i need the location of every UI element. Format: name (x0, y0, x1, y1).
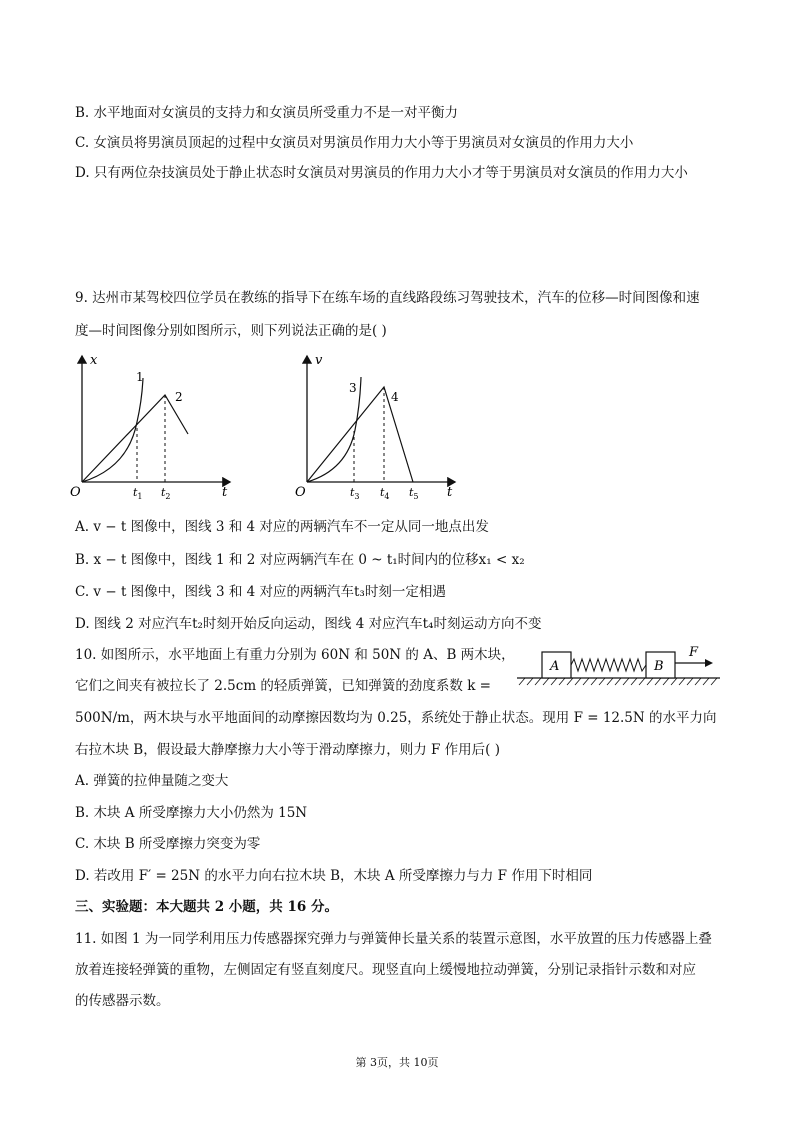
xt-y-label: x (90, 353, 98, 368)
q9-vt-graph (295, 350, 470, 505)
q10-line4: 右拉木块 B，假设最大静摩擦力大小等于滑动摩擦力，则力 F 作用后( ) (75, 742, 500, 758)
xt-curve-1 (82, 378, 143, 482)
q10-spring-figure (515, 643, 725, 691)
xt-tick-t2: $t_2$ (161, 486, 171, 501)
q10-option-a: A. 弹簧的拉伸量随之变大 (75, 773, 229, 789)
vt-tick-t4: $t_4$ (380, 486, 390, 501)
block-a-label: A (550, 659, 560, 674)
q11-line1: 11. 如图 1 为一同学利用压力传感器探究弹力与弹簧伸长量关系的装置示意图，水平放置的压力传感器上叠 (75, 931, 712, 947)
page-footer: 第 3页，共 10页 (355, 1056, 439, 1069)
q10-option-d: D. 若改用 F′ = 25N 的水平力向右拉木块 B，木块 A 所受摩擦力与力 F 作用下时相同 (75, 868, 593, 884)
xt-curve1-label: 1 (136, 370, 144, 384)
q9-stem-line1: 9. 达州市某驾校四位学员在教练的指导下在练车场的直线路段练习驾驶技术，汽车的位移—时间图像和速 (75, 290, 700, 306)
q9-option-d: D. 图线 2 对应汽车t₂时刻开始反向运动，图线 4 对应汽车t₄时刻运动方向不变 (75, 616, 542, 632)
section3-heading: 三、实验题：本大题共 2 小题，共 16 分。 (75, 899, 338, 915)
q11-line3: 的传感器示数。 (75, 993, 170, 1009)
vt-origin: O (295, 485, 306, 500)
q10-option-b: B. 木块 A 所受摩擦力大小仍然为 15N (75, 805, 308, 821)
block-b-label: B (654, 659, 664, 674)
vt-curve3-label: 3 (349, 381, 357, 395)
xt-curve-2 (82, 395, 188, 482)
xt-origin: O (70, 485, 81, 500)
q11-line2: 放着连接轻弹簧的重物，左侧固定有竖直刻度尺。现竖直向上缓慢地拉动弹簧，分别记录指针示数和对应 (75, 962, 696, 978)
q8-option-b: B. 水平地面对女演员的支持力和女演员所受重力不是一对平衡力 (75, 105, 459, 121)
q8-option-c: C. 女演员将男演员顶起的过程中女演员对男演员作用力大小等于男演员对女演员的作用力大小 (75, 135, 634, 151)
q9-option-c: C. v − t 图像中，图线 3 和 4 对应的两辆汽车t₃时刻一定相遇 (75, 584, 446, 600)
q10-line1: 10. 如图所示，水平地面上有重力分别为 60N 和 50N 的 A、B 两木块， (75, 647, 515, 663)
xt-x-label: t (222, 485, 228, 500)
q9-option-a: A. v − t 图像中，图线 3 和 4 对应的两辆汽车不一定从同一地点出发 (75, 519, 489, 535)
q10-option-c: C. 木块 B 所受摩擦力突变为零 (75, 836, 261, 852)
vt-tick-t5: $t_5$ (409, 486, 419, 501)
q9-xt-graph (70, 350, 245, 505)
vt-x-label: t (447, 485, 453, 500)
q9-stem-line2: 度—时间图像分别如图所示，则下列说法正确的是( ) (75, 323, 387, 339)
force-label: F (689, 645, 699, 660)
q10-line2: 它们之间夹有被拉长了 2.5cm 的轻质弹簧，已知弹簧的劲度系数 k = (75, 678, 491, 694)
q9-option-b: B. x − t 图像中，图线 1 和 2 对应两辆汽车在 0 ~ t₁时间内的位移x₁ < x₂ (75, 552, 525, 568)
q10-line3: 500N/m，两木块与水平地面间的动摩擦因数均为 0.25，系统处于静止状态。现用 F = 12.5N 的水平力向 (75, 710, 717, 726)
xt-curve2-label: 2 (175, 390, 183, 404)
vt-y-label: v (315, 353, 323, 368)
ground-hatch (519, 678, 717, 685)
vt-curve4-label: 4 (391, 390, 399, 404)
vt-tick-t3: $t_3$ (350, 486, 360, 501)
spring (571, 659, 646, 671)
xt-tick-t1: $t_1$ (133, 486, 143, 501)
q8-option-d: D. 只有两位杂技演员处于静止状态时女演员对男演员的作用力大小才等于男演员对女演员的作用力大小 (75, 165, 688, 181)
